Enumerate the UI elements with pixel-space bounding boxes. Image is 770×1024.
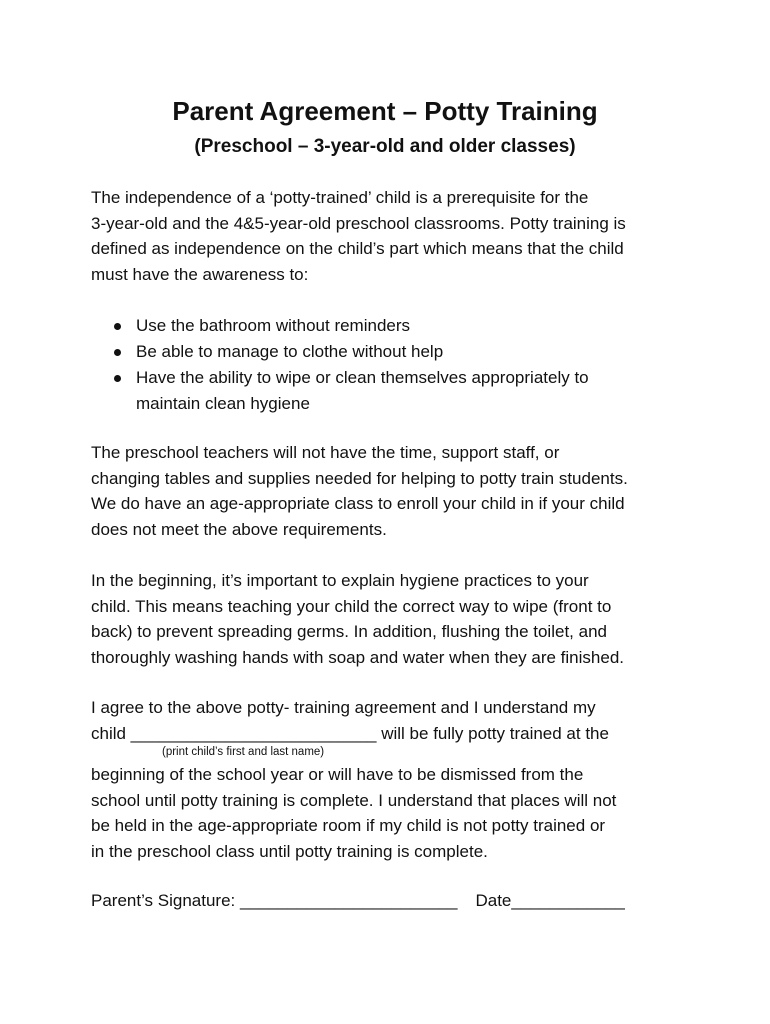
- staff-paragraph: [91, 440, 691, 542]
- paragraph-line: child. This means teaching your child the correct way to wipe (front to: [91, 596, 612, 616]
- agreement-line: in the preschool class until potty training is complete.: [91, 841, 488, 861]
- agreement-line: beginning of the school year or will have to be dismissed from the: [91, 765, 584, 784]
- child-name-line: child __________________________ will be fully potty trained at the: [91, 723, 609, 743]
- agreement-line: school until potty training is complete. I understand that places will not: [91, 790, 617, 810]
- paragraph-line: does not meet the above requirements.: [91, 519, 387, 539]
- document-title: Parent Agreement – Potty Training: [172, 96, 598, 126]
- intro-line: defined as independence on the child’s part which means that the child: [91, 239, 624, 258]
- list-item: [110, 339, 670, 365]
- list-item: [110, 365, 670, 391]
- signature-row: [91, 888, 711, 914]
- paragraph-line: changing tables and supplies needed for helping to potty train students.: [91, 468, 628, 488]
- bullet-icon: [114, 349, 121, 356]
- bullet-icon: [114, 375, 121, 382]
- paragraph-line: The preschool teachers will not have the time, support staff, or: [91, 443, 560, 462]
- paragraph-line: thoroughly washing hands with soap and water when they are finished.: [91, 647, 625, 667]
- list-item: [110, 313, 670, 339]
- agreement-line: I agree to the above potty- training agreement and I understand my: [91, 698, 596, 717]
- child-name-caption: (print child’s first and last name): [162, 746, 325, 758]
- intro-line: The independence of a ‘potty-trained’ child is a prerequisite for the: [91, 188, 589, 207]
- date-field: Date____________: [475, 891, 625, 910]
- list-item-continuation: [110, 391, 670, 417]
- intro-line: 3-year-old and the 4&5-year-old preschool classrooms. Potty training is: [91, 213, 626, 233]
- bullet-icon: [114, 323, 121, 330]
- paragraph-line: We do have an age-appropriate class to enroll your child in if your child: [91, 494, 625, 513]
- list-item-text: maintain clean hygiene: [136, 394, 310, 413]
- agreement-paragraph: [91, 695, 691, 746]
- agreement-line: be held in the age-appropriate room if my child is not potty trained or: [91, 816, 606, 835]
- paragraph-line: back) to prevent spreading germs. In addition, flushing the toilet, and: [91, 622, 607, 641]
- intro-line: must have the awareness to:: [91, 264, 309, 284]
- agreement-paragraph-continued: [91, 762, 691, 864]
- paragraph-line: In the beginning, it’s important to explain hygiene practices to your: [91, 571, 589, 590]
- requirements-list: [110, 313, 670, 417]
- list-item-text: Have the ability to wipe or clean themselves appropriately to: [136, 368, 589, 387]
- hygiene-paragraph: [91, 568, 691, 670]
- document-subtitle: (Preschool – 3-year-old and older classes): [194, 136, 576, 157]
- list-item-text: Be able to manage to clothe without help: [136, 342, 444, 361]
- list-item-text: Use the bathroom without reminders: [136, 316, 411, 335]
- parent-signature-field: Parent’s Signature: _______________________: [91, 891, 458, 910]
- intro-paragraph: [91, 185, 691, 287]
